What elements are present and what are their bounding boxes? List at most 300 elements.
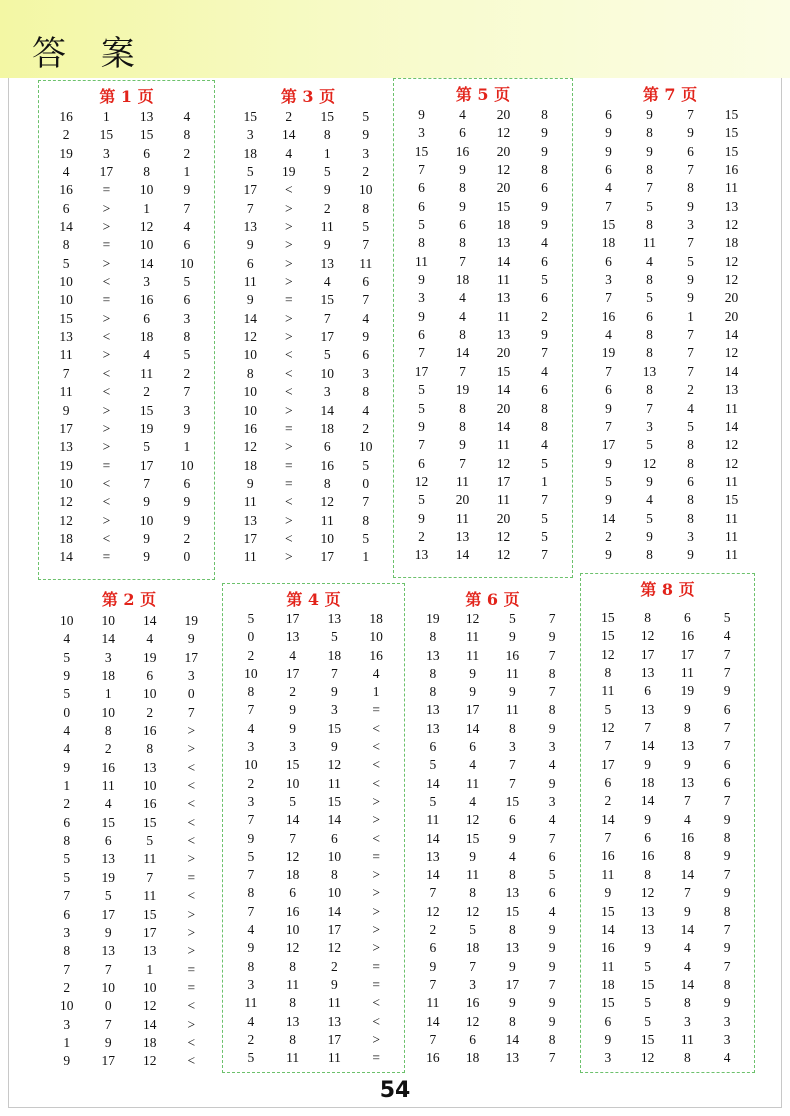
answer-cell: 15 <box>724 492 739 508</box>
answer-cell: 7 <box>605 418 612 434</box>
answer-row <box>588 234 752 252</box>
answer-row <box>401 106 565 124</box>
answer-row <box>230 647 397 665</box>
answer-cell: 7 <box>247 702 255 718</box>
answer-section <box>405 583 580 1073</box>
answer-row <box>230 811 397 829</box>
answer-cell: 8 <box>459 400 466 416</box>
answer-cell: 3 <box>187 668 195 684</box>
answer-cell: < <box>102 384 111 400</box>
answer-cell: 9 <box>509 995 516 1011</box>
answer-cell: 1 <box>103 109 110 124</box>
answer-cell: 7 <box>687 345 694 361</box>
answer-cell: 9 <box>548 995 556 1011</box>
answer-cell: 18 <box>327 647 342 663</box>
answer-cell: 9 <box>469 665 476 681</box>
answer-cell: 6 <box>469 739 476 755</box>
answer-cell: 15 <box>414 143 429 159</box>
answer-cell: 9 <box>723 811 731 827</box>
answer-row <box>230 1031 397 1049</box>
answer-cell: 1 <box>687 308 694 324</box>
answer-cell: 18 <box>369 611 383 626</box>
answer-cell: 8 <box>723 976 731 992</box>
answer-row <box>231 218 385 236</box>
answer-cell: 8 <box>684 720 691 736</box>
answer-row <box>231 493 385 511</box>
answer-cell: < <box>372 739 380 755</box>
answer-cell: 7 <box>548 611 556 626</box>
answer-row <box>588 143 752 161</box>
answer-row <box>588 811 747 829</box>
answer-cell: 8 <box>331 867 338 883</box>
answer-cell: 5 <box>362 219 370 235</box>
answer-cell: 15 <box>139 127 154 143</box>
answer-cell: 6 <box>418 327 425 343</box>
answer-cell: 14 <box>680 866 695 882</box>
answer-cell: 8 <box>459 235 466 251</box>
answer-cell: 6 <box>469 1031 476 1047</box>
answer-cell: 17 <box>320 549 334 565</box>
answer-cell: 19 <box>282 164 296 180</box>
answer-cell: 5 <box>541 272 548 288</box>
answer-cell: 9 <box>331 976 338 992</box>
answer-cell: 7 <box>362 292 370 308</box>
answer-cell: 10 <box>244 757 258 773</box>
answer-cell: 5 <box>362 109 370 124</box>
answer-row <box>46 420 207 438</box>
answer-row <box>401 363 565 381</box>
answer-row <box>588 939 747 957</box>
answer-cell: 7 <box>644 720 651 736</box>
answer-cell: = <box>187 961 196 977</box>
answer-cell: 3 <box>418 125 425 141</box>
answer-cell: 10 <box>285 922 300 938</box>
answer-cell: 8 <box>687 492 694 508</box>
answer-cell: 8 <box>646 327 653 343</box>
answer-section <box>38 80 215 580</box>
answer-row <box>46 548 207 566</box>
answer-cell: 3 <box>469 976 476 992</box>
answer-cell: 3 <box>246 127 254 143</box>
answer-row <box>230 756 397 774</box>
answer-row <box>46 906 212 924</box>
answer-row <box>413 610 572 628</box>
answer-section <box>580 573 755 1073</box>
answer-cell: 8 <box>362 384 370 400</box>
answer-cell: 14 <box>320 402 334 418</box>
answer-cell: 14 <box>640 738 655 754</box>
answer-cell: 11 <box>725 528 738 544</box>
answer-cell: 19 <box>143 649 157 665</box>
answer-cell: 6 <box>146 668 154 684</box>
answer-cell: 9 <box>548 958 556 974</box>
answer-cell: 5 <box>63 851 71 867</box>
answer-cell: 14 <box>601 811 615 827</box>
answer-section <box>222 583 405 1073</box>
answer-cell: 12 <box>642 455 657 471</box>
answer-cell: 8 <box>509 720 516 736</box>
answer-cell: 10 <box>143 778 157 794</box>
answer-row <box>413 793 572 811</box>
answer-cell: 17 <box>59 420 73 436</box>
answer-cell: 18 <box>465 940 480 956</box>
answer-cell: 11 <box>505 702 519 718</box>
answer-cell: 16 <box>143 796 157 812</box>
answer-cell: 15 <box>601 995 615 1011</box>
answer-cell: 6 <box>509 812 516 828</box>
answer-cell: < <box>187 759 196 775</box>
answer-cell: 2 <box>429 922 437 938</box>
answer-cell: 12 <box>724 345 739 361</box>
answer-row <box>46 255 207 273</box>
answer-row <box>46 685 212 703</box>
answer-cell: 7 <box>723 646 731 662</box>
answer-cell: 13 <box>496 327 511 343</box>
answer-cell: = <box>284 420 293 436</box>
answer-row <box>231 328 385 346</box>
answer-row <box>46 814 212 832</box>
answer-cell: 9 <box>247 830 255 846</box>
answer-row <box>46 924 212 942</box>
answer-cell: 16 <box>59 109 73 124</box>
answer-cell: 14 <box>496 253 511 269</box>
answer-cell: 5 <box>687 253 694 269</box>
answer-row <box>413 939 572 957</box>
answer-cell: 4 <box>646 253 653 269</box>
answer-cell: 12 <box>640 1050 655 1066</box>
answer-row <box>46 530 207 548</box>
answer-cell: 11 <box>59 347 73 363</box>
answer-cell: < <box>102 274 111 290</box>
answer-cell: 7 <box>548 830 556 846</box>
answer-row <box>230 976 397 994</box>
answer-cell: 7 <box>247 812 255 828</box>
answer-row <box>231 420 385 438</box>
answer-cell: 9 <box>143 530 150 546</box>
answer-cell: 8 <box>723 830 731 846</box>
answer-cell: 6 <box>418 198 425 214</box>
answer-row <box>231 163 385 181</box>
answer-cell: 0 <box>187 686 195 702</box>
answer-cell: 7 <box>429 976 437 992</box>
answer-row <box>413 720 572 738</box>
answer-cell: 9 <box>548 940 556 956</box>
answer-row <box>588 198 752 216</box>
answer-cell: 8 <box>247 684 255 700</box>
answer-cell: 9 <box>418 272 425 288</box>
answer-cell: > <box>187 851 196 867</box>
answer-cell: 13 <box>243 219 257 235</box>
answer-cell: 8 <box>247 885 255 901</box>
answer-cell: 1 <box>362 549 370 565</box>
answer-cell: 8 <box>687 455 694 471</box>
answer-cell: 8 <box>548 702 556 718</box>
answer-cell: 5 <box>247 611 255 626</box>
answer-row <box>46 475 207 493</box>
answer-row <box>231 291 385 309</box>
answer-cell: 7 <box>723 720 731 736</box>
answer-cell: 10 <box>143 979 157 995</box>
answer-row <box>230 701 397 719</box>
answer-cell: 4 <box>362 310 370 326</box>
answer-cell: 9 <box>289 702 296 718</box>
answer-cell: 5 <box>418 217 425 233</box>
answer-cell: 10 <box>139 182 154 198</box>
answer-cell: 10 <box>327 848 342 864</box>
answer-cell: 10 <box>359 182 373 198</box>
answer-cell: 8 <box>289 1031 296 1047</box>
answer-cell: 16 <box>724 162 739 178</box>
answer-cell: 15 <box>327 720 342 736</box>
answer-cell: 6 <box>646 308 653 324</box>
answer-cell: > <box>372 793 380 809</box>
answer-cell: < <box>372 1013 380 1029</box>
answer-grid <box>588 609 747 1068</box>
answer-cell: 7 <box>246 200 254 216</box>
answer-cell: 8 <box>548 665 556 681</box>
answer-cell: 9 <box>541 327 548 343</box>
answer-cell: 19 <box>601 345 616 361</box>
answer-cell: 7 <box>418 162 425 178</box>
answer-cell: 20 <box>724 290 739 306</box>
answer-cell: 3 <box>646 418 653 434</box>
answer-cell: 7 <box>459 455 466 471</box>
answer-row <box>46 612 212 630</box>
answer-cell: 11 <box>601 866 615 882</box>
answer-cell: 6 <box>63 814 71 830</box>
answer-cell: 17 <box>143 924 157 940</box>
answer-cell: < <box>284 182 293 198</box>
answer-cell: 6 <box>362 274 370 290</box>
answer-cell: 7 <box>548 1050 556 1066</box>
answer-cell: 7 <box>687 327 694 343</box>
answer-row <box>401 216 565 234</box>
answer-row <box>230 610 397 628</box>
answer-cell: 11 <box>680 1031 694 1047</box>
answer-cell: 12 <box>465 903 480 919</box>
answer-cell: 6 <box>604 1013 612 1029</box>
answer-cell: 15 <box>327 793 342 809</box>
answer-cell: 5 <box>646 510 653 526</box>
answer-cell: 8 <box>183 127 191 143</box>
answer-cell: 9 <box>644 940 651 956</box>
answer-row <box>46 997 212 1015</box>
answer-cell: 2 <box>418 528 425 544</box>
answer-cell: 2 <box>331 958 338 974</box>
answer-cell: 20 <box>496 143 511 159</box>
answer-cell: 11 <box>426 812 440 828</box>
answer-cell: 4 <box>684 940 691 956</box>
answer-cell: 6 <box>418 180 425 196</box>
answer-cell: 2 <box>247 775 255 791</box>
answer-cell: 5 <box>63 649 71 665</box>
answer-cell: 6 <box>644 683 651 699</box>
answer-cell: 10 <box>59 475 73 491</box>
right-page-rule <box>781 78 782 1108</box>
answer-cell: 10 <box>139 237 154 253</box>
answer-row <box>46 667 212 685</box>
answer-cell: 5 <box>146 833 154 849</box>
answer-cell: 20 <box>455 492 470 508</box>
answer-cell: 6 <box>684 610 691 625</box>
answer-cell: 9 <box>246 237 254 253</box>
answer-row <box>230 939 397 957</box>
answer-cell: 6 <box>605 162 612 178</box>
answer-row <box>231 126 385 144</box>
answer-row <box>413 683 572 701</box>
answer-cell: 4 <box>541 437 548 453</box>
answer-cell: 9 <box>684 701 691 717</box>
answer-cell: 17 <box>184 649 198 665</box>
answer-cell: 18 <box>601 976 615 992</box>
answer-row <box>413 866 572 884</box>
answer-cell: 19 <box>139 420 154 436</box>
answer-cell: 11 <box>59 384 73 400</box>
answer-cell: 19 <box>59 145 73 161</box>
answer-cell: 14 <box>496 382 511 398</box>
answer-cell: 7 <box>362 494 370 510</box>
answer-cell: 17 <box>327 922 342 938</box>
answer-cell: 7 <box>723 738 731 754</box>
answer-cell: 13 <box>505 940 520 956</box>
answer-cell: 2 <box>605 528 612 544</box>
answer-cell: 8 <box>509 867 516 883</box>
answer-cell: 2 <box>541 308 548 324</box>
answer-cell: 15 <box>601 610 615 625</box>
answer-cell: 12 <box>496 547 511 563</box>
answer-cell: 7 <box>509 775 516 791</box>
answer-cell: 18 <box>59 530 73 546</box>
answer-cell: 7 <box>362 237 370 253</box>
answer-cell: > <box>284 512 293 528</box>
answer-row <box>413 921 572 939</box>
answer-cell: 17 <box>320 329 334 345</box>
answer-row <box>46 630 212 648</box>
answer-cell: 6 <box>143 145 150 161</box>
answer-cell: 6 <box>723 756 731 772</box>
answer-row <box>401 143 565 161</box>
answer-cell: 19 <box>455 382 470 398</box>
answer-cell: 15 <box>465 830 480 846</box>
answer-cell: < <box>187 778 196 794</box>
answer-cell: 5 <box>548 867 556 883</box>
answer-cell: 5 <box>143 439 150 455</box>
answer-row <box>588 1013 747 1031</box>
answer-row <box>230 903 397 921</box>
answer-cell: 15 <box>243 109 257 124</box>
answer-cell: = <box>372 702 380 718</box>
answer-cell: 12 <box>496 162 511 178</box>
answer-row <box>231 475 385 493</box>
answer-cell: 2 <box>146 704 154 720</box>
answer-cell: 3 <box>604 1050 612 1066</box>
answer-row <box>588 546 752 564</box>
answer-cell: 4 <box>605 327 612 343</box>
answer-row <box>46 795 212 813</box>
answer-cell: 10 <box>59 292 73 308</box>
answer-cell: 8 <box>362 512 370 528</box>
answer-cell: 9 <box>509 684 516 700</box>
answer-cell: 13 <box>243 512 257 528</box>
answer-cell: 5 <box>247 1050 255 1066</box>
answer-row <box>231 200 385 218</box>
answer-cell: 7 <box>687 162 694 178</box>
answer-row <box>588 737 747 755</box>
answer-cell: 13 <box>505 885 520 901</box>
answer-cell: 10 <box>59 274 73 290</box>
answer-cell: 2 <box>687 382 694 398</box>
answer-cell: 9 <box>687 125 694 141</box>
answer-cell: 18 <box>101 668 115 684</box>
answer-cell: 16 <box>101 759 115 775</box>
answer-cell: 8 <box>63 943 71 959</box>
answer-cell: 5 <box>289 793 296 809</box>
answer-cell: 8 <box>646 125 653 141</box>
answer-cell: < <box>102 530 111 546</box>
answer-cell: 11 <box>244 995 258 1011</box>
answer-cell: 2 <box>183 145 191 161</box>
answer-cell: 4 <box>289 647 296 663</box>
answer-row <box>231 273 385 291</box>
answer-cell: 9 <box>605 400 612 416</box>
answer-cell: 8 <box>146 741 154 757</box>
answer-row <box>46 759 212 777</box>
answer-cell: = <box>284 457 293 473</box>
answer-row <box>588 829 747 847</box>
answer-row <box>230 720 397 738</box>
answer-cell: 15 <box>99 127 114 143</box>
answer-row <box>231 145 385 163</box>
answer-cell: 5 <box>644 995 651 1011</box>
answer-cell: 2 <box>323 200 331 216</box>
answer-cell: 8 <box>509 922 516 938</box>
answer-cell: 11 <box>466 867 480 883</box>
answer-row <box>46 832 212 850</box>
answer-cell: 16 <box>59 182 73 198</box>
answer-cell: 5 <box>541 455 548 471</box>
answer-cell: 8 <box>646 345 653 361</box>
answer-cell: 13 <box>320 255 334 271</box>
answer-cell: 9 <box>104 1034 112 1050</box>
answer-cell: 9 <box>143 494 150 510</box>
answer-cell: 9 <box>362 329 370 345</box>
answer-cell: 7 <box>331 665 338 681</box>
answer-cell: 8 <box>646 162 653 178</box>
answer-cell: 11 <box>497 492 510 508</box>
answer-cell: 5 <box>646 437 653 453</box>
answer-cell: 15 <box>320 109 334 124</box>
answer-cell: 4 <box>104 796 112 812</box>
answer-cell: 13 <box>426 848 440 864</box>
answer-cell: 10 <box>243 347 257 363</box>
answer-cell: 9 <box>323 182 331 198</box>
answer-cell: = <box>102 237 111 253</box>
answer-cell: 11 <box>143 888 157 904</box>
answer-cell: > <box>284 549 293 565</box>
answer-cell: 6 <box>362 347 370 363</box>
answer-row <box>230 866 397 884</box>
answer-cell: 9 <box>646 107 653 122</box>
bottom-page-rule <box>8 1107 782 1108</box>
answer-cell: 1 <box>143 200 150 216</box>
answer-cell: 12 <box>724 217 739 233</box>
answer-cell: 2 <box>362 164 370 180</box>
answer-cell: 10 <box>244 665 258 681</box>
answer-cell: 3 <box>103 145 110 161</box>
answer-cell: 12 <box>640 628 655 644</box>
answer-cell: 16 <box>680 628 695 644</box>
answer-cell: 9 <box>541 125 548 141</box>
